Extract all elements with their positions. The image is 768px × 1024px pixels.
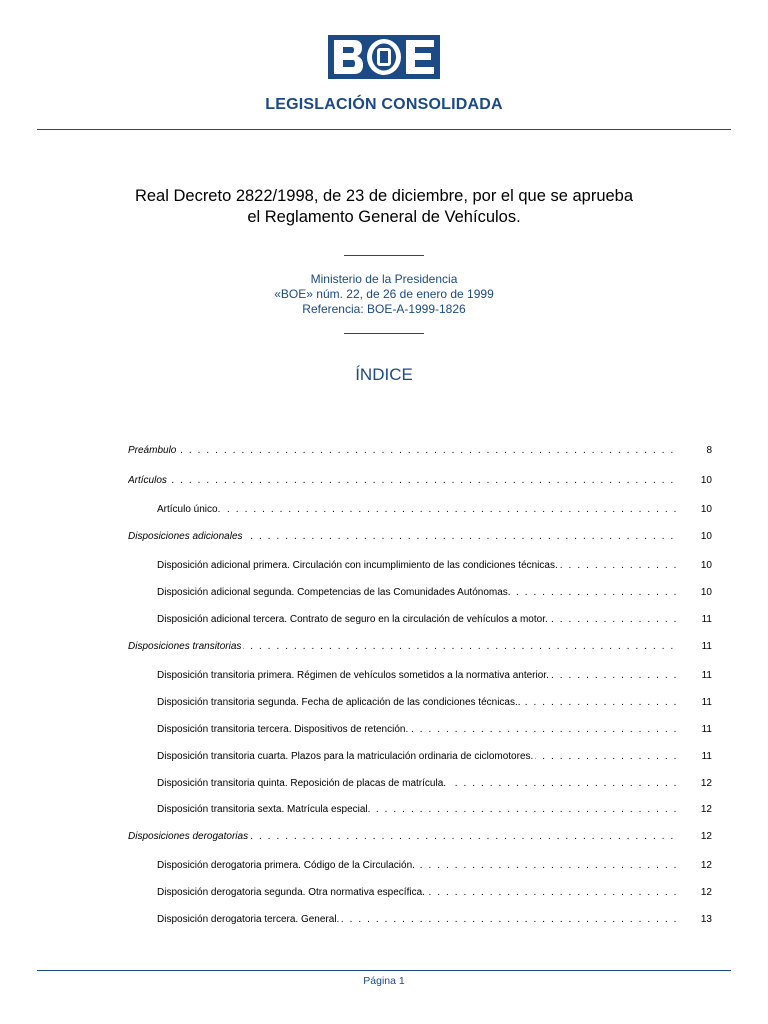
toc-entry-page: 11: [701, 641, 712, 652]
toc-entry-page: 11: [701, 670, 712, 681]
document-title-line-2: el Reglamento General de Vehículos.: [247, 208, 521, 226]
toc-entry-title: [157, 722, 678, 738]
toc-entry[interactable]: [0, 912, 768, 928]
index-heading: ÍNDICE: [355, 365, 413, 384]
toc-entry[interactable]: [0, 612, 768, 628]
toc-entry-label: Disposición derogatoria segunda. Otra normativa específica.: [157, 887, 425, 898]
toc-entry[interactable]: [0, 858, 768, 874]
reference: Referencia: BOE-A-1999-1826: [302, 302, 466, 316]
toc-entry-title: [128, 529, 678, 545]
header-divider: [37, 129, 731, 130]
title-divider: [344, 255, 424, 256]
toc-entry[interactable]: [0, 558, 768, 574]
toc-entry-page: 10: [700, 504, 712, 515]
section-header: LEGISLACIÓN CONSOLIDADA: [265, 96, 503, 113]
toc-entry-title: [157, 802, 678, 818]
toc-entry-label: Disposición transitoria segunda. Fecha de aplicación de las condiciones técnicas..: [157, 697, 521, 708]
toc-entry[interactable]: [0, 885, 768, 901]
toc-entry-label: Disposición transitoria tercera. Dispositivos de retención.: [157, 724, 409, 735]
toc-section-entry[interactable]: [0, 473, 768, 489]
toc-entry[interactable]: [0, 668, 768, 684]
toc-entry-label: Artículo único.: [157, 504, 221, 515]
toc-entry-title: [157, 668, 678, 684]
toc-entry-title: [157, 885, 678, 901]
toc-entry-page: 12: [700, 804, 712, 815]
toc-entry-title: [128, 473, 678, 489]
document-metadata: [0, 272, 768, 317]
toc-entry[interactable]: [0, 502, 768, 518]
toc-entry-label: Disposición transitoria primera. Régimen de vehículos sometidos a la normativa anterior.: [157, 670, 549, 681]
toc-entry-label: Disposiciones derogatorias: [128, 831, 249, 842]
toc-entry-page: 12: [700, 831, 712, 842]
toc-entry-label: Disposición transitoria quinta. Reposición de placas de matrícula.: [157, 778, 447, 789]
toc-section-entry[interactable]: [0, 443, 768, 459]
metadata-divider: [344, 333, 424, 334]
toc-entry[interactable]: [0, 776, 768, 792]
toc-entry[interactable]: [0, 695, 768, 711]
toc-entry-label: Disposición derogatoria primera. Código de la Circulación.: [157, 860, 415, 871]
toc-section-entry[interactable]: [0, 529, 768, 545]
toc-entry-label: Artículos: [128, 475, 167, 486]
toc-entry-title: [128, 829, 678, 845]
toc-entry[interactable]: [0, 749, 768, 765]
toc-entry-label: Disposición transitoria sexta. Matrícula especial.: [157, 804, 371, 815]
document-title-line-1: Real Decreto 2822/1998, de 23 de diciembre, por el que se aprueba: [134, 187, 634, 205]
toc-entry-page: 11: [701, 614, 712, 625]
toc-entry-page: 10: [700, 531, 712, 542]
toc-entry-page: 12: [700, 860, 712, 871]
toc-entry-page: 10: [700, 587, 712, 598]
toc-entry-label: Disposición adicional primera. Circulación con incumplimiento de las condiciones técnicas.: [157, 560, 558, 571]
toc-entry-page: 11: [701, 697, 712, 708]
toc-entry-title: [157, 585, 678, 601]
toc-entry-title: [157, 558, 678, 574]
toc-entry-page: 10: [700, 560, 712, 571]
toc-section-entry[interactable]: [0, 639, 768, 655]
toc-entry-label: Disposición derogatoria tercera. General.: [157, 914, 340, 925]
toc-entry-page: 13: [700, 914, 712, 925]
toc-entry-label: Disposiciones transitorias: [128, 641, 242, 652]
toc-entry-title: [157, 776, 678, 792]
toc-entry[interactable]: [0, 722, 768, 738]
ministry: Ministerio de la Presidencia: [310, 272, 458, 286]
toc-entry-title: [157, 695, 678, 711]
boe-logo-graphic: [328, 35, 440, 79]
toc-entry-title: [157, 502, 678, 518]
toc-entry-label: Disposiciones adicionales: [128, 531, 243, 542]
toc-entry-title: [128, 639, 678, 655]
toc-entry-page: 12: [700, 778, 712, 789]
toc-entry-title: [128, 443, 678, 459]
toc-entry-page: 8: [706, 445, 712, 456]
toc-entry-title: [157, 858, 678, 874]
toc-entry-title: [157, 749, 678, 765]
toc-entry-page: 12: [700, 887, 712, 898]
toc-entry-page: 10: [700, 475, 712, 486]
toc-entry-title: [157, 912, 678, 928]
toc-entry-label: Disposición adicional segunda. Competencias de las Comunidades Autónomas.: [157, 587, 511, 598]
toc-section-entry[interactable]: [0, 829, 768, 845]
toc-entry-label: Disposición transitoria cuarta. Plazos para la matriculación ordinaria de ciclomotores.: [157, 751, 534, 762]
toc-entry-page: 11: [701, 724, 712, 735]
toc-entry-label: Preámbulo: [128, 445, 177, 456]
toc-entry[interactable]: [0, 585, 768, 601]
toc-entry-label: Disposición adicional tercera. Contrato de seguro en la circulación de vehículos a motor.: [157, 614, 548, 625]
bulletin-info: «BOE» núm. 22, de 26 de enero de 1999: [274, 287, 494, 301]
toc-entry-page: 11: [701, 751, 712, 762]
toc-entry-title: [157, 612, 678, 628]
footer-divider: [37, 970, 731, 971]
document-title: [0, 186, 768, 228]
boe-logo: [328, 35, 440, 79]
page-number: Página 1: [363, 975, 405, 987]
toc-entry[interactable]: [0, 802, 768, 818]
